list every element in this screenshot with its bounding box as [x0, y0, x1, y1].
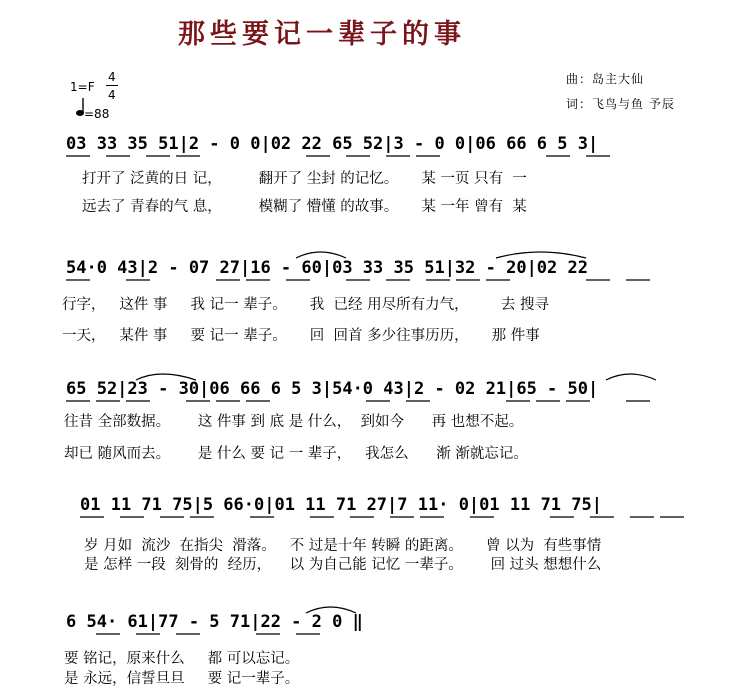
tempo: =88	[84, 107, 110, 121]
lyric-line-1a: 打开了 泛黄的日 记， 翻开了 尘封 的记忆。 某 一页 只有 一	[82, 171, 527, 187]
lyric-line-5a: 要 铭记，原来什么 都 可以忘记。	[64, 651, 300, 667]
lyric-line-1b: 远去了 青春的气 息， 模糊了 懵懂 的故事。 某 一年 曾有 某	[82, 199, 527, 215]
lyric-line-4b: 是 怎样 一段 刻骨的 经历， 以 为自己能 记忆 一辈子。 回 过头 想想什么	[84, 557, 602, 573]
time-signature-top: 4	[108, 70, 116, 84]
lyric-line-5b: 是 永远，信誓旦旦 要 记一辈子。	[64, 671, 300, 687]
key-signature: 1=F	[70, 80, 95, 94]
lyric-line-3a: 往昔 全部数据。 这 件事 到 底 是 什么， 到如今 再 也想不起。	[64, 414, 524, 430]
song-title: 那些要记一辈子的事	[178, 19, 466, 50]
notation-line-4: 01 11 71 75|5 66·0|01 11 71 27|7 11· 0|01 11 71 75|	[80, 495, 602, 515]
notation-line-2: 54·0 43|2 - 07 27|16 - 60|03 33 35 51|32 - 20|02 22	[66, 258, 588, 278]
lyric-line-3b: 却已 随风而去。 是 什么 要 记 一 辈子， 我怎么 渐 渐就忘记。	[64, 446, 528, 462]
lyric-line-2a: 行字， 这件 事 我 记一 辈子。 我 已经 用尽所有力气， 去 搜寻	[62, 297, 549, 313]
notation-line-1: 03 33 35 51|2 - 0 0|02 22 65 52|3 - 0 0|06 66 6 5 3|	[66, 134, 599, 154]
notation-line-5: 6 54· 61|77 - 5 71|22 - 2 0 ‖	[66, 612, 363, 632]
composer-credit: 曲：岛主大仙	[566, 72, 645, 86]
lyric-line-4a: 岁 月如 流沙 在指尖 滑落。 不 过是十年 转瞬 的距离。 曾 以为 有些事情	[84, 538, 602, 554]
lyric-line-2b: 一天， 某件 事 要 记一 辈子。 回 回首 多少往事历历， 那 件事	[62, 328, 540, 344]
lyricist-credit: 词：飞鸟与鱼 予辰	[566, 97, 675, 111]
notation-line-3: 65 52|23 - 30|06 66 6 5 3|54·0 43|2 - 02 21|65 - 50|	[66, 379, 599, 399]
time-signature-bottom: 4	[108, 88, 116, 102]
